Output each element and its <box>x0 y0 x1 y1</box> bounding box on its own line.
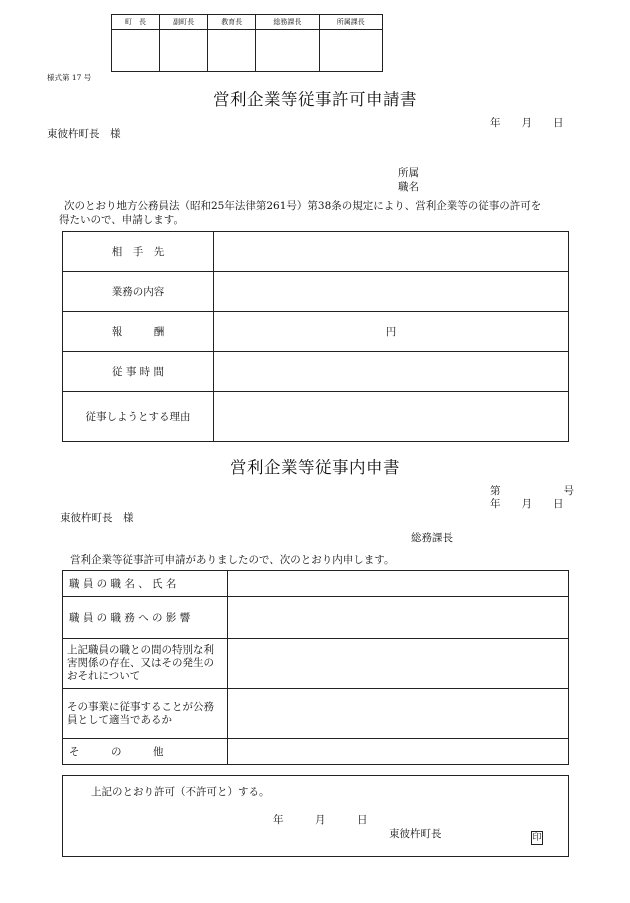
application-intro-line2: 得たいので、申請します。 <box>59 214 184 226</box>
stamp-cell[interactable] <box>208 30 256 72</box>
decision-date: 年 月 日 <box>273 814 368 826</box>
report-title: 営利企業等従事内申書 <box>230 458 400 477</box>
row-label-other: そ の 他 <box>63 739 228 765</box>
compensation-field[interactable]: 円 <box>214 312 569 352</box>
form-number: 様式第 17 号 <box>47 73 92 82</box>
row-label-reason: 従事しようとする理由 <box>63 392 214 442</box>
stamp-header-department-chief: 所属課長 <box>319 15 382 30</box>
row-label-compensation: 報 酬 <box>63 312 214 352</box>
application-date: 年 月 日 <box>490 117 564 129</box>
row-label-business-content: 業務の内容 <box>63 272 214 312</box>
row-label-partner: 相 手 先 <box>63 232 214 272</box>
affiliation-label: 所属 <box>398 167 419 179</box>
application-title: 営利企業等従事許可申請書 <box>213 90 417 109</box>
seal-mark: 印 <box>532 833 542 843</box>
row-label-suitability: その事業に従事することが公務員として適当であるか <box>63 689 228 739</box>
stamp-header-general-affairs-chief: 総務課長 <box>256 15 319 30</box>
report-date: 年 月 日 <box>490 498 564 510</box>
suitability-field[interactable] <box>228 689 569 739</box>
stamp-header-mayor: 町 長 <box>112 15 160 30</box>
report-from: 総務課長 <box>411 532 453 544</box>
stamp-header-superintendent: 教育長 <box>208 15 256 30</box>
approval-stamp-table <box>111 14 383 72</box>
stamp-cell[interactable] <box>112 30 160 72</box>
application-addressee: 東彼杵町長 様 <box>47 128 121 140</box>
working-hours-field[interactable] <box>214 352 569 392</box>
stamp-cell[interactable] <box>256 30 319 72</box>
report-intro: 営利企業等従事許可申請がありましたので、次のとおり内申します。 <box>70 554 395 566</box>
report-addressee: 東彼杵町長 様 <box>60 512 134 524</box>
report-table <box>62 570 569 765</box>
application-intro-line1: 次のとおり地方公務員法（昭和25年法律第261号）第38条の規定により、営利企業等の従事の許可を <box>64 200 542 212</box>
staff-name-field[interactable] <box>228 571 569 597</box>
row-label-working-hours: 従 事 時 間 <box>63 352 214 392</box>
decision-text: 上記のとおり許可（不許可と）する。 <box>91 786 270 798</box>
report-number: 第 号 <box>490 485 574 497</box>
reason-field[interactable] <box>214 392 569 442</box>
row-label-conflict-of-interest: 上記職員の職との間の特別な利害関係の存在、又はその発生のおそれについて <box>63 639 228 689</box>
business-content-field[interactable] <box>214 272 569 312</box>
stamp-header-deputy-mayor: 副町長 <box>160 15 208 30</box>
row-label-duty-impact: 職 員 の 職 務 へ の 影 響 <box>63 597 228 639</box>
position-label: 職名 <box>398 181 419 193</box>
row-label-staff-name: 職 員 の 職 名 、 氏 名 <box>63 571 228 597</box>
other-field[interactable] <box>228 739 569 765</box>
duty-impact-field[interactable] <box>228 597 569 639</box>
conflict-of-interest-field[interactable] <box>228 639 569 689</box>
decision-box <box>62 775 569 857</box>
application-table <box>62 231 569 442</box>
partner-field[interactable] <box>214 232 569 272</box>
decision-signer: 東彼杵町長 <box>389 828 442 840</box>
stamp-cell[interactable] <box>160 30 208 72</box>
stamp-cell[interactable] <box>319 30 382 72</box>
